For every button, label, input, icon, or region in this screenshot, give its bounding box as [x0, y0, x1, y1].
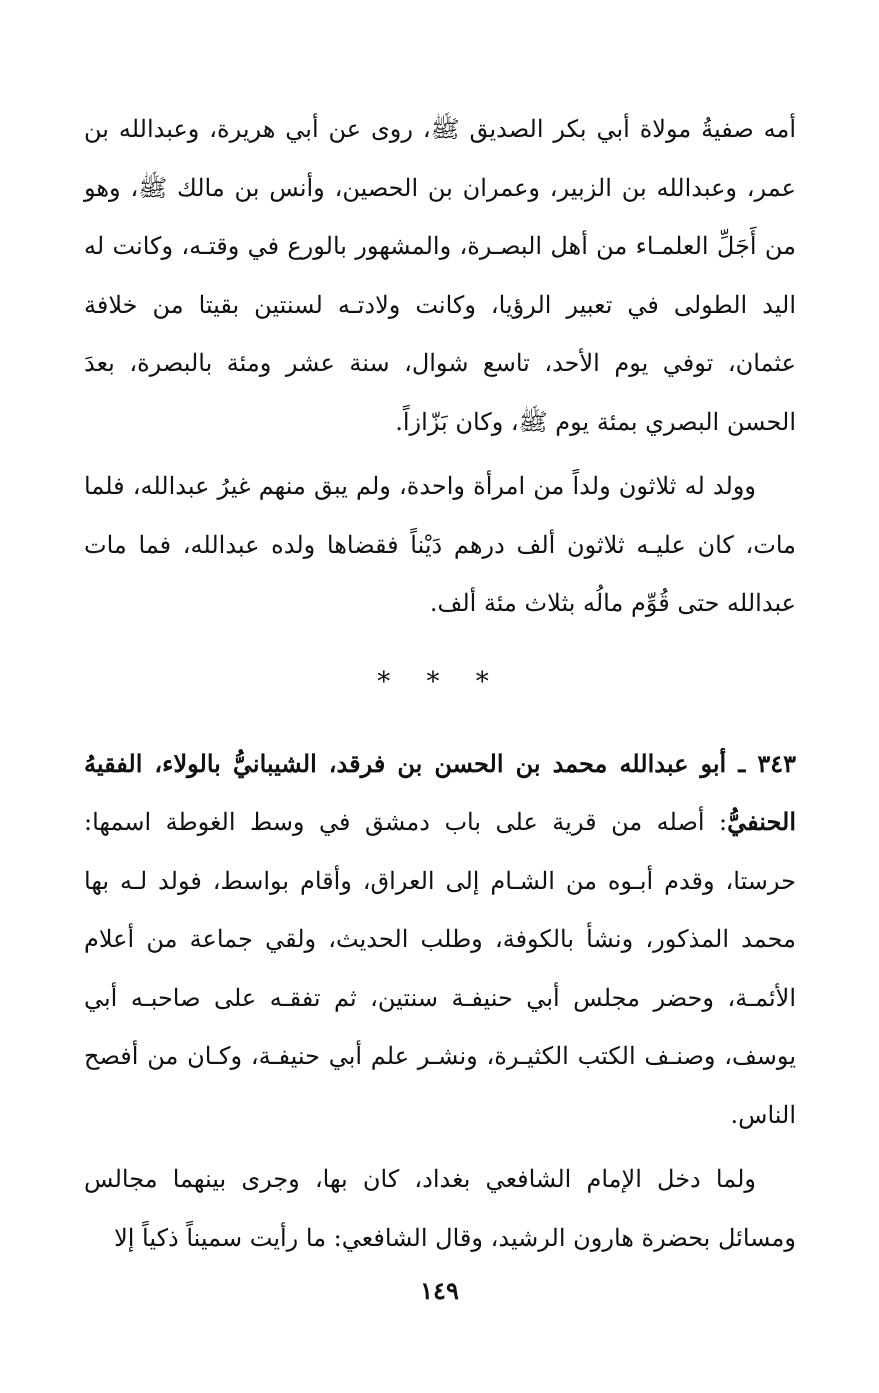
paragraph-children: وولد له ثلاثون ولداً من امرأة واحدة، ولم يبق منهم غيرُ عبدالله، فلما مات، كان عليـه ثلاثون ألف درهم دَيْناً فقضاها ولده عبدالله، فما مات عبدالله حتى قُوِّم مالُه بثلاث مئة ألف.: [84, 472, 796, 617]
paragraph-shafii: ولما دخل الإمام الشافعي بغداد، كان بها، وجرى بينهما مجالس ومسائل بحضرة هارون الرشيد، وقال الشافعي: ما رأيت سميناً ذكياً إلا: [84, 1165, 796, 1252]
entry-text: : أصله من قرية على باب دمشق في وسط الغوطة اسمها: حرستا، وقدم أبـوه من الشـام إلى العراق، وأقام بواسط، فولد لـه بها محمد المذكور، ونشأ بالكوفة، وطلب الحديث، ولقي جماعة من أعلام الأئمـة، وحضر مجلس أبي حنيفـة سنتين، ثم تفقـه على صاحبـه أبي يوسف، وصنـف الكتب الكثيـرة، ونشـر علم أبي حنيفـة، وكـان من أفصح الناس.: [84, 808, 796, 1129]
page-number: ١٤٩: [420, 1276, 459, 1305]
paragraph-biography-end: أمه صفيةُ مولاة أبي بكر الصديق ﷺ، روى عن أبي هريرة، وعبدالله بن عمر، وعبدالله بن الزبير، وعمران بن الحصين، وأنس بن مالك ﷺ، وهو من أَجَلِّ العلمـاء من أهل البصـرة، والمشهور بالورع في وقتـه، وكانت له اليد الطولى في تعبير الرؤيا، وكانت ولادتـه لسنتين بقيتا من خلافة عثمان، توفي يوم الأحد، تاسع شوال، سنة عشر ومئة بالبصرة، بعدَ الحسن البصري بمئة يوم ﷺ، وكان بَزّازاً.: [84, 115, 796, 436]
section-separator: * * *: [377, 666, 503, 697]
page-body: [84, 100, 796, 1267]
entry-343: [84, 735, 796, 1145]
entry-heading: ٣٤٣ ـ أبو عبدالله محمد بن الحسن بن فرقد، الشيبانيُّ بالولاء، الفقيهُ الحنفيُّ: [84, 748, 796, 836]
